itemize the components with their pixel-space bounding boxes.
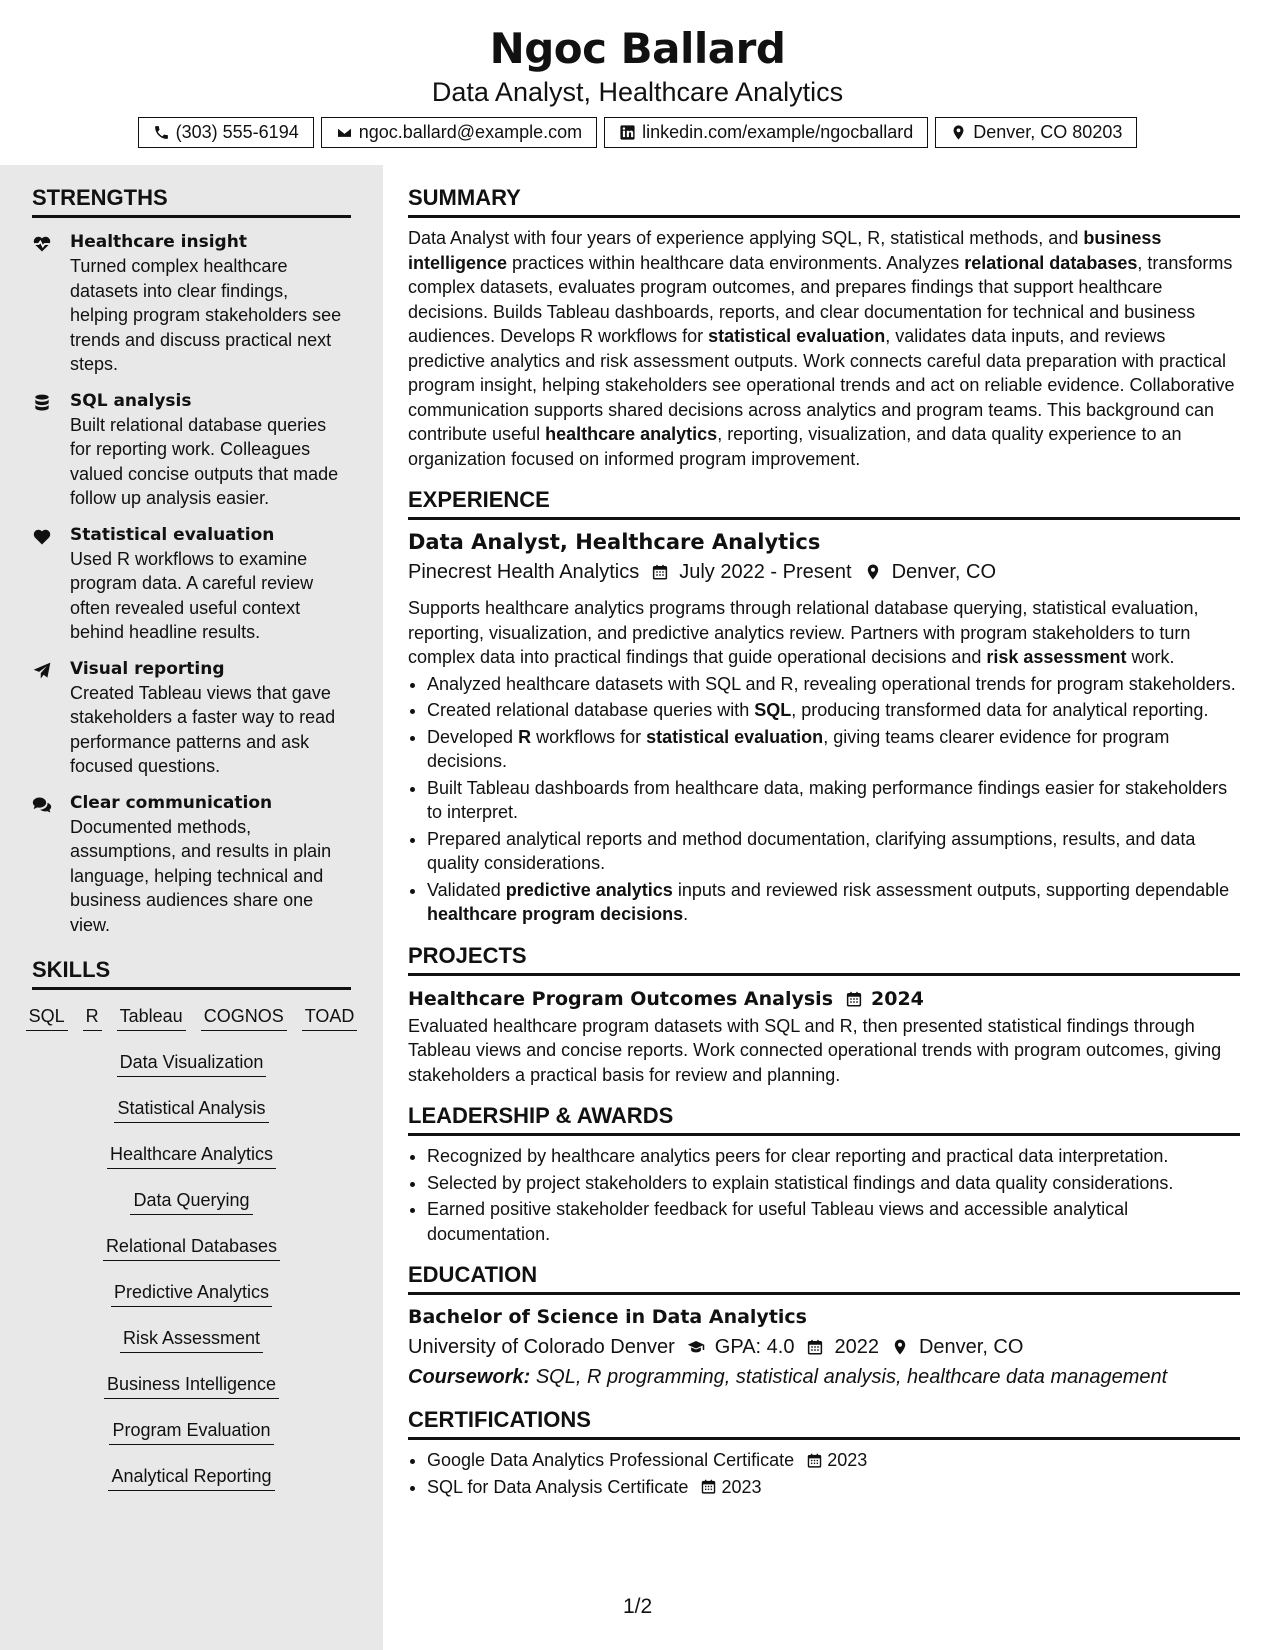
map-pin-icon <box>950 124 967 141</box>
coursework-text: SQL, R programming, statistical analysis, healthcare data management <box>535 1366 1168 1388</box>
skill-tag: Data Querying <box>130 1188 252 1215</box>
candidate-name: Ngoc Ballard <box>489 24 786 73</box>
skill-tag: Risk Assessment <box>120 1326 263 1353</box>
list-item: • Analyzed healthcare datasets with SQL and R, revealing operational trends for program stakeholders. <box>427 672 1240 697</box>
skill-tag: Program Evaluation <box>109 1418 273 1445</box>
sidebar <box>0 165 383 1650</box>
skill-tag: Predictive Analytics <box>111 1280 272 1307</box>
project-title-row <box>408 986 1240 1012</box>
list-item <box>427 1448 1240 1473</box>
project-title: Healthcare Program Outcomes Analysis <box>408 987 834 1010</box>
strength-item <box>32 657 351 779</box>
gpa: GPA: 4.0 <box>714 1336 795 1358</box>
job-bullets <box>408 672 1240 927</box>
skill-tag: Business Intelligence <box>104 1372 279 1399</box>
list-item: • Validated predictive analytics inputs and reviewed risk assessment outputs, supporting dependable healthcare program decisions. <box>427 878 1240 927</box>
paper-plane-icon <box>32 661 52 681</box>
certification-year: 2023 <box>721 1476 762 1497</box>
strength-item <box>32 791 351 938</box>
list-item: • Recognized by healthcare analytics peers for clear reporting and practical data interpretation. <box>427 1144 1240 1169</box>
database-icon <box>32 393 52 413</box>
experience-section <box>408 487 1240 927</box>
contact-bar <box>0 117 1275 148</box>
envelope-icon <box>336 124 353 141</box>
map-pin-icon <box>891 1338 909 1356</box>
skills-first-row <box>26 1004 358 1050</box>
list-item: • Created relational database queries with SQL, producing transformed data for analytical reporting. <box>427 698 1240 723</box>
project-description: Evaluated healthcare program datasets with SQL and R, then presented statistical findings through Tableau views and concise reports. Work connected operational trends with program outcomes, giving stakeholders a practical basis for review and planning. <box>408 1015 1222 1085</box>
main-content <box>408 165 1240 1501</box>
list-item <box>427 1475 1240 1500</box>
strength-title: Healthcare insight <box>70 232 247 252</box>
strengths-heading: STRENGTHS <box>32 185 351 218</box>
linkedin-icon <box>619 124 636 141</box>
job-meta <box>408 558 1240 586</box>
summary-text: Data Analyst with four years of experience applying SQL, R, statistical methods, and business intelligence practices within healthcare data environments. Analyzes relational databases, transforms complex datasets, evaluates program outcomes, and prepares findings that support healthcare decisions. Builds Tableau dashboards, reports, and clear documentation for technical and business audiences. Develops R workflows for statistical evaluation, validates data inputs, and reviews predictive analytics and risk assessment outputs. Work connects careful data preparation with practical program insight, helping stakeholders see operational trends and act on reliable evidence. Collaborative communication supports shared decisions across analytics and program teams. This background can contribute useful healthcare analytics, reporting, visualization, and data quality experience to an organization focused on informed program improvement. <box>408 228 1235 469</box>
calendar-icon <box>651 563 669 581</box>
list-item: • Earned positive stakeholder feedback for useful Tableau views and accessible analytical documentation. <box>427 1197 1240 1246</box>
leadership-section <box>408 1103 1240 1246</box>
strength-desc: Used R workflows to examine program data. A careful review often revealed useful context behind headline results. <box>70 548 314 642</box>
calendar-icon <box>845 990 863 1008</box>
graduation-cap-icon <box>687 1338 705 1356</box>
education-location: Denver, CO <box>918 1336 1024 1358</box>
job-description: Supports healthcare analytics programs through relational database querying, statistical evaluation, reporting, visualization, and predictive analytics review. Partners with program stakeholders to turn complex data into practical findings that guide operational decisions and risk assessment work. <box>408 598 1199 667</box>
linkedin-text: linkedin.com/example/ngocballard <box>642 122 914 142</box>
strength-desc: Created Tableau views that gave stakeholders a faster way to read performance patterns and ask focused questions. <box>70 682 336 776</box>
strength-desc: Turned complex healthcare datasets into clear findings, helping program stakeholders see trends and discuss practical next steps. <box>70 256 342 374</box>
strength-title: Clear communication <box>70 792 273 813</box>
skills-list <box>28 1004 355 1510</box>
summary-heading: SUMMARY <box>408 185 1240 218</box>
list-item: • Selected by project stakeholders to explain statistical findings and data quality considerations. <box>427 1171 1240 1196</box>
list-item: • Developed R workflows for statistical evaluation, giving teams clearer evidence for program decisions. <box>427 725 1240 774</box>
skills-heading: SKILLS <box>32 957 351 990</box>
list-item: • Built Tableau dashboards from healthcare data, making performance findings easier for stakeholders to interpret. <box>427 776 1240 825</box>
strength-item <box>32 523 351 645</box>
email-text: ngoc.ballard@example.com <box>358 122 583 142</box>
skill-tag: COGNOS <box>201 1004 287 1031</box>
job-title: Data Analyst, Healthcare Analytics <box>408 530 821 554</box>
heart-icon <box>32 527 52 547</box>
strength-title: Visual reporting <box>70 658 225 679</box>
skill-tag: Analytical Reporting <box>108 1464 274 1491</box>
page-number: 1/2 <box>623 1595 653 1618</box>
strength-title: Statistical evaluation <box>70 524 275 545</box>
school-name: University of Colorado Denver <box>408 1336 675 1358</box>
coursework-label: Coursework: <box>408 1366 531 1388</box>
education-section <box>408 1262 1240 1391</box>
resume-header <box>0 0 1275 165</box>
map-pin-icon <box>864 563 882 581</box>
education-heading: EDUCATION <box>408 1262 1240 1295</box>
calendar-icon <box>700 1478 717 1495</box>
strength-item <box>32 389 351 511</box>
certification-name: • Google Data Analytics Professional Certificate <box>427 1450 795 1470</box>
certification-name: • SQL for Data Analysis Certificate <box>427 1476 689 1497</box>
certification-year: 2023 <box>827 1450 868 1470</box>
certifications-section <box>408 1407 1240 1499</box>
skill-tag: Relational Databases <box>103 1234 280 1261</box>
email-chip[interactable] <box>321 117 597 148</box>
skill-tag: Tableau <box>117 1004 186 1031</box>
projects-heading: PROJECTS <box>408 943 1240 976</box>
graduation-year: 2022 <box>834 1336 879 1358</box>
leadership-list <box>408 1144 1240 1246</box>
list-item: • Prepared analytical reports and method documentation, clarifying assumptions, results, and data quality considerations. <box>427 827 1240 876</box>
projects-section <box>408 943 1240 1088</box>
certifications-heading: CERTIFICATIONS <box>408 1407 1240 1440</box>
calendar-icon <box>806 1452 823 1469</box>
phone-icon <box>153 124 170 141</box>
experience-heading: EXPERIENCE <box>408 487 1240 520</box>
linkedin-chip[interactable] <box>604 117 928 148</box>
strength-desc: Built relational database queries for reporting work. Colleagues valued concise outputs that made follow up analysis easier. <box>70 414 339 508</box>
strength-item <box>32 230 351 377</box>
skill-tag: R <box>83 1004 102 1031</box>
skill-tag: Statistical Analysis <box>114 1096 268 1123</box>
comments-icon <box>32 795 52 815</box>
strength-title: SQL analysis <box>70 390 192 411</box>
company-name: Pinecrest Health Analytics <box>408 561 640 583</box>
heartbeat-icon <box>32 234 52 254</box>
project-year: 2024 <box>871 987 924 1010</box>
skill-tag: Data Visualization <box>117 1050 267 1077</box>
skill-tag: TOAD <box>302 1004 358 1031</box>
phone-chip[interactable] <box>138 117 314 148</box>
degree-title: Bachelor of Science in Data Analytics <box>408 1306 807 1328</box>
job-dates: July 2022 - Present <box>679 561 852 583</box>
strength-desc: Documented methods, assumptions, and results in plain language, helping technical and business audiences share one view. <box>70 816 332 935</box>
location-chip[interactable] <box>935 117 1137 148</box>
certifications-list <box>408 1448 1240 1499</box>
location-text: Denver, CO 80203 <box>973 122 1123 142</box>
skill-tag: SQL <box>26 1004 68 1031</box>
leadership-heading: LEADERSHIP & AWARDS <box>408 1103 1240 1136</box>
skill-tag: Healthcare Analytics <box>107 1142 276 1169</box>
education-meta <box>408 1333 1240 1361</box>
calendar-icon <box>806 1338 824 1356</box>
candidate-title: Data Analyst, Healthcare Analytics <box>431 77 844 107</box>
job-location: Denver, CO <box>891 561 997 583</box>
phone-text: (303) 555-6194 <box>175 122 299 142</box>
coursework <box>408 1363 1240 1391</box>
